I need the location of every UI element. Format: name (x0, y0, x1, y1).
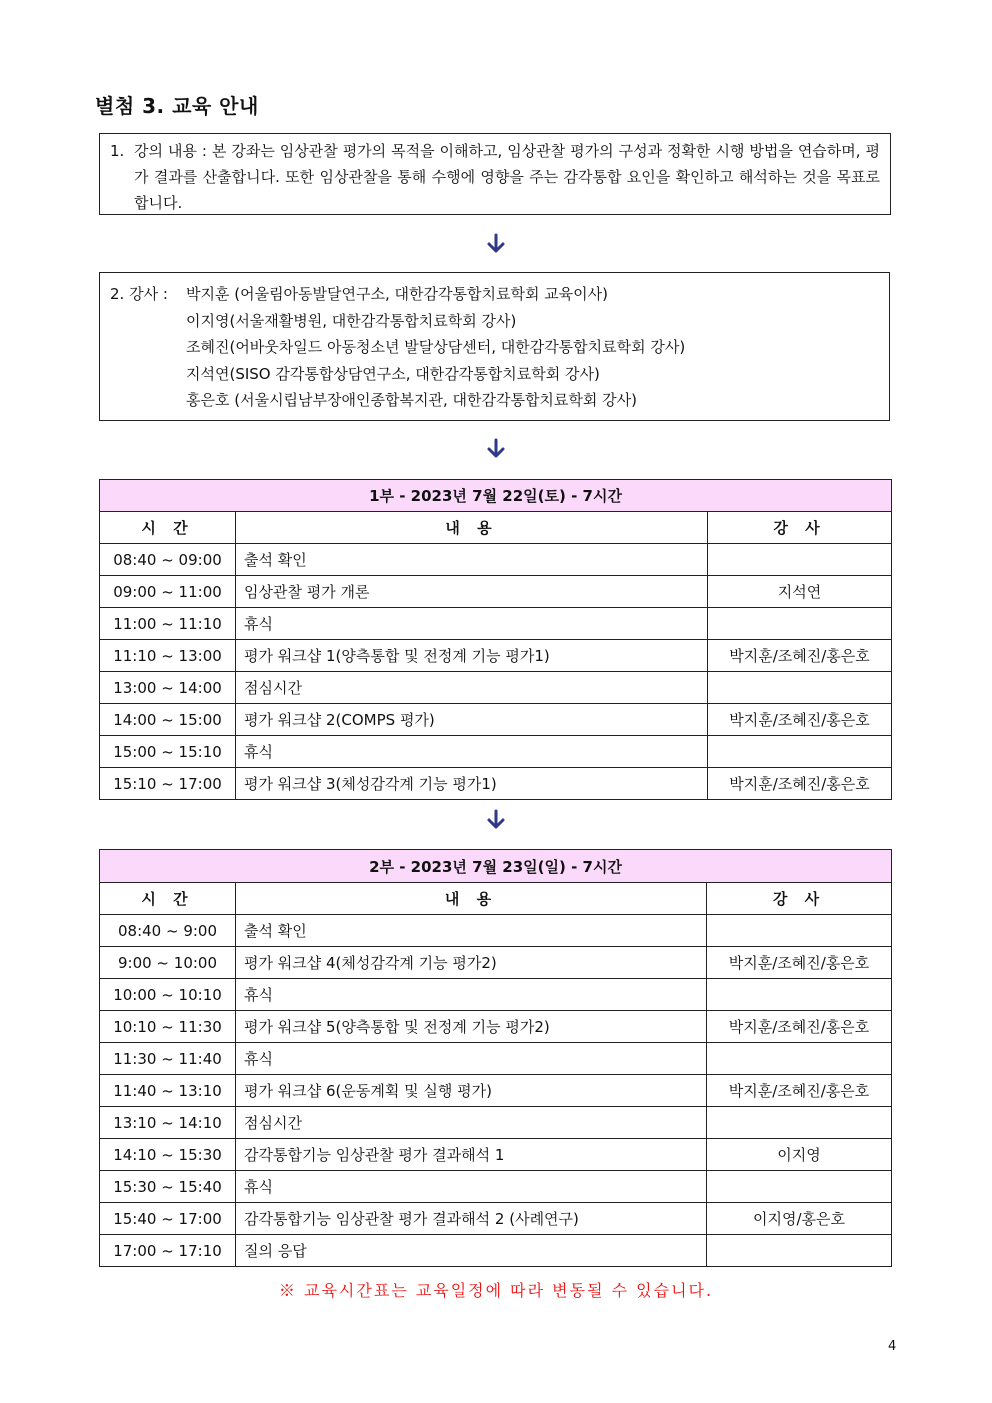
instructor-cell: 박지훈/조혜진/홍은호 (707, 1075, 892, 1107)
lecturer-item: 조혜진(어바웃차일드 아동청소년 발달상담센터, 대한감각통합치료학회 강사) (186, 338, 686, 356)
table-row (100, 979, 892, 1011)
arrow-down-icon (484, 808, 508, 832)
time-cell: 10:00 ~ 10:10 (100, 979, 236, 1011)
time-cell: 11:40 ~ 13:10 (100, 1075, 236, 1107)
time-cell: 15:10 ~ 17:00 (100, 768, 236, 800)
table-row (100, 1011, 892, 1043)
content-cell: 평가 워크샵 6(운동계획 및 실행 평가) (236, 1075, 707, 1107)
content-cell: 감각통합기능 임상관찰 평가 결과해석 1 (236, 1139, 707, 1171)
instructor-cell (708, 672, 892, 704)
content-cell: 감각통합기능 임상관찰 평가 결과해석 2 (사례연구) (236, 1203, 707, 1235)
table-row (100, 736, 892, 768)
time-cell: 08:40 ~ 9:00 (100, 915, 236, 947)
page-number: 4 (888, 1339, 897, 1354)
instructor-cell (707, 1235, 892, 1267)
table-row (100, 1075, 892, 1107)
table-row (100, 1107, 892, 1139)
schedule-table-part2 (99, 849, 892, 1267)
instructor-cell (707, 1107, 892, 1139)
table-row (100, 672, 892, 704)
course-description: 강의 내용 : 본 강좌는 임상관찰 평가의 목적을 이해하고, 임상관찰 평가의 구성과 정확한 시행 방법을 연습하며, 평가 결과를 산출합니다. 또한 임상관찰을 통해 수행에 영향을 주는 감각통합 요인을 확인하고 해석하는 것을 목표로 합니다. (134, 142, 880, 212)
content-cell: 점심시간 (236, 672, 708, 704)
lecturer-item: 홍은호 (서울시립남부장애인종합복지관, 대한감각통합치료학회 강사) (186, 391, 637, 409)
arrow-down-icon (484, 232, 508, 256)
table-row (100, 608, 892, 640)
instructor-cell (707, 979, 892, 1011)
instructor-cell: 박지훈/조혜진/홍은호 (707, 1011, 892, 1043)
content-cell: 평가 워크샵 2(COMPS 평가) (236, 704, 708, 736)
content-cell: 출석 확인 (236, 915, 707, 947)
instructor-cell: 이지영 (707, 1139, 892, 1171)
table-row (100, 576, 892, 608)
instructor-cell (708, 544, 892, 576)
time-cell: 13:00 ~ 14:00 (100, 672, 236, 704)
time-cell: 14:00 ~ 15:00 (100, 704, 236, 736)
time-cell: 15:30 ~ 15:40 (100, 1171, 236, 1203)
content-cell: 평가 워크샵 4(체성감각계 기능 평가2) (236, 947, 707, 979)
instructor-cell: 박지훈/조혜진/홍은호 (708, 704, 892, 736)
col-header-time: 시 간 (100, 883, 236, 915)
instructor-cell: 박지훈/조혜진/홍은호 (707, 947, 892, 979)
schedule-table-part1 (99, 479, 892, 800)
lecturer-item: 박지훈 (어울림아동발달연구소, 대한감각통합치료학회 교육이사) (186, 285, 609, 303)
table-row (100, 1203, 892, 1235)
instructor-cell: 이지영/홍은호 (707, 1203, 892, 1235)
lecturers-box (99, 272, 890, 421)
time-cell: 11:30 ~ 11:40 (100, 1043, 236, 1075)
content-cell: 휴식 (236, 608, 708, 640)
instructor-cell: 박지훈/조혜진/홍은호 (708, 640, 892, 672)
time-cell: 11:00 ~ 11:10 (100, 608, 236, 640)
time-cell: 09:00 ~ 11:00 (100, 576, 236, 608)
time-cell: 15:00 ~ 15:10 (100, 736, 236, 768)
instructor-cell (708, 608, 892, 640)
instructor-cell: 박지훈/조혜진/홍은호 (708, 768, 892, 800)
time-cell: 14:10 ~ 15:30 (100, 1139, 236, 1171)
col-header-content: 내 용 (236, 883, 707, 915)
time-cell: 13:10 ~ 14:10 (100, 1107, 236, 1139)
time-cell: 17:00 ~ 17:10 (100, 1235, 236, 1267)
time-cell: 9:00 ~ 10:00 (100, 947, 236, 979)
lecturer-item: 이지영(서울재활병원, 대한감각통합치료학회 강사) (186, 311, 517, 330)
instructor-cell (707, 915, 892, 947)
part1-header: 1부 - 2023년 7월 22일(토) - 7시간 (100, 480, 892, 512)
time-cell: 10:10 ~ 11:30 (100, 1011, 236, 1043)
schedule-change-notice: ※ 교육시간표는 교육일정에 따라 변동될 수 있습니다. (278, 1281, 714, 1300)
content-cell: 평가 워크샵 1(양측통합 및 전정계 기능 평가1) (236, 640, 708, 672)
instructor-cell (707, 1043, 892, 1075)
time-cell: 11:10 ~ 13:00 (100, 640, 236, 672)
content-cell: 평가 워크샵 5(양측통합 및 전정계 기능 평가2) (236, 1011, 707, 1043)
table-row (100, 1043, 892, 1075)
lecturers-label: 2. 강사 : (110, 285, 168, 303)
table-row (100, 1235, 892, 1267)
content-cell: 휴식 (236, 979, 707, 1011)
instructor-cell (707, 1171, 892, 1203)
content-cell: 임상관찰 평가 개론 (236, 576, 708, 608)
table-row (100, 1171, 892, 1203)
part2-header: 2부 - 2023년 7월 23일(일) - 7시간 (100, 850, 892, 883)
lecturer-item: 지석연(SISO 감각통합상담연구소, 대한감각통합치료학회 강사) (186, 364, 600, 383)
content-cell: 휴식 (236, 1171, 707, 1203)
content-cell: 평가 워크샵 3(체성감각계 기능 평가1) (236, 768, 708, 800)
instructor-cell: 지석연 (708, 576, 892, 608)
table-row (100, 640, 892, 672)
col-header-instructor: 강 사 (707, 883, 892, 915)
col-header-time: 시 간 (100, 512, 236, 544)
content-cell: 휴식 (236, 1043, 707, 1075)
time-cell: 15:40 ~ 17:00 (100, 1203, 236, 1235)
arrow-down-icon (484, 437, 508, 461)
col-header-instructor: 강 사 (708, 512, 892, 544)
content-cell: 질의 응답 (236, 1235, 707, 1267)
content-cell: 점심시간 (236, 1107, 707, 1139)
table-row (100, 704, 892, 736)
section-number: 1. (110, 142, 125, 160)
table-row (100, 947, 892, 979)
table-row (100, 915, 892, 947)
content-cell: 출석 확인 (236, 544, 708, 576)
col-header-content: 내 용 (236, 512, 708, 544)
time-cell: 08:40 ~ 09:00 (100, 544, 236, 576)
table-row (100, 544, 892, 576)
page-title: 별첨 3. 교육 안내 (95, 94, 259, 118)
course-content-box (99, 133, 891, 215)
table-row (100, 1139, 892, 1171)
instructor-cell (708, 736, 892, 768)
table-row (100, 768, 892, 800)
content-cell: 휴식 (236, 736, 708, 768)
